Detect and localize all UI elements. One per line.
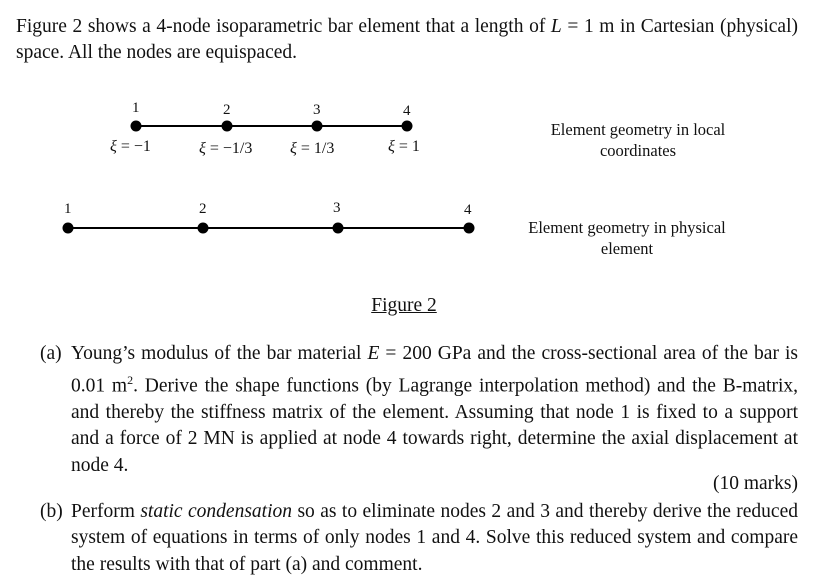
part-b-text: Perform static condensation so as to eliminate nodes 2 and 3 and thereby derive the reduced system of equations in terms of only nodes 1 and 4. Solve this reduced system and compare the results with that of part (a) and comment.: [71, 501, 798, 575]
local-node-label-3: 3: [313, 102, 321, 118]
part-b-tag: (b): [40, 501, 63, 522]
local-node-label-1: 1: [132, 100, 140, 116]
part-a-tag: (a): [40, 343, 62, 364]
physical-node-label-2: 2: [199, 201, 207, 217]
part-a-text: Young’s modulus of the bar material E = 200 GPa and the cross-sectional area of the bar is 0.01 $m^2$. Derive the shape functions (by Lagrange interpolation method) and the B-matrix, and thereby the stiffness matrix of the element. Assuming that node 1 is fixed to a support and a force of 2 MN is applied at node 4 towards right, determine the axial displacement at node 4.: [71, 343, 799, 476]
figure-caption: Figure 2: [371, 295, 437, 316]
physical-node-label-1: 1: [64, 201, 72, 217]
physical-node-2-dot: [198, 223, 209, 234]
xi-label-4: ξ = 1: [388, 138, 420, 155]
intro-text-1: Figure 2 shows a 4-node isoparametric bar element that a length of: [16, 16, 551, 37]
part-a-marks: (10 marks): [712, 473, 798, 494]
physical-node-label-4: 4: [464, 202, 472, 218]
physical-node-label-3: 3: [333, 200, 341, 216]
physical-node-1-dot: [63, 223, 74, 234]
local-geometry-description: Element geometry in local coordinates: [550, 120, 726, 160]
local-node-2-dot: [222, 121, 233, 132]
physical-node-4-dot: [464, 223, 475, 234]
emphasis-static-condensation: static condensation: [140, 501, 293, 522]
local-node-1-dot: [131, 121, 142, 132]
question-part-b: [40, 499, 798, 578]
question-part-a: [40, 341, 798, 479]
local-node-3-dot: [312, 121, 323, 132]
physical-node-3-dot: [333, 223, 344, 234]
xi-label-1: ξ = −1: [110, 138, 151, 155]
xi-label-2: ξ = −1/3: [199, 140, 253, 157]
local-node-label-2: 2: [223, 102, 231, 118]
local-node-4-dot: [402, 121, 413, 132]
figure-2: [0, 92, 815, 292]
intro-paragraph: [16, 14, 798, 66]
intro-text-2: = 1 m in Cartesian (physical) space. All the nodes are equispaced.: [16, 16, 798, 63]
xi-label-3: ξ = 1/3: [290, 140, 335, 157]
local-node-label-4: 4: [403, 103, 411, 119]
modulus-symbol: E: [367, 343, 380, 364]
length-symbol: L: [550, 16, 562, 37]
physical-geometry-description: Element geometry in physical element: [528, 218, 726, 258]
